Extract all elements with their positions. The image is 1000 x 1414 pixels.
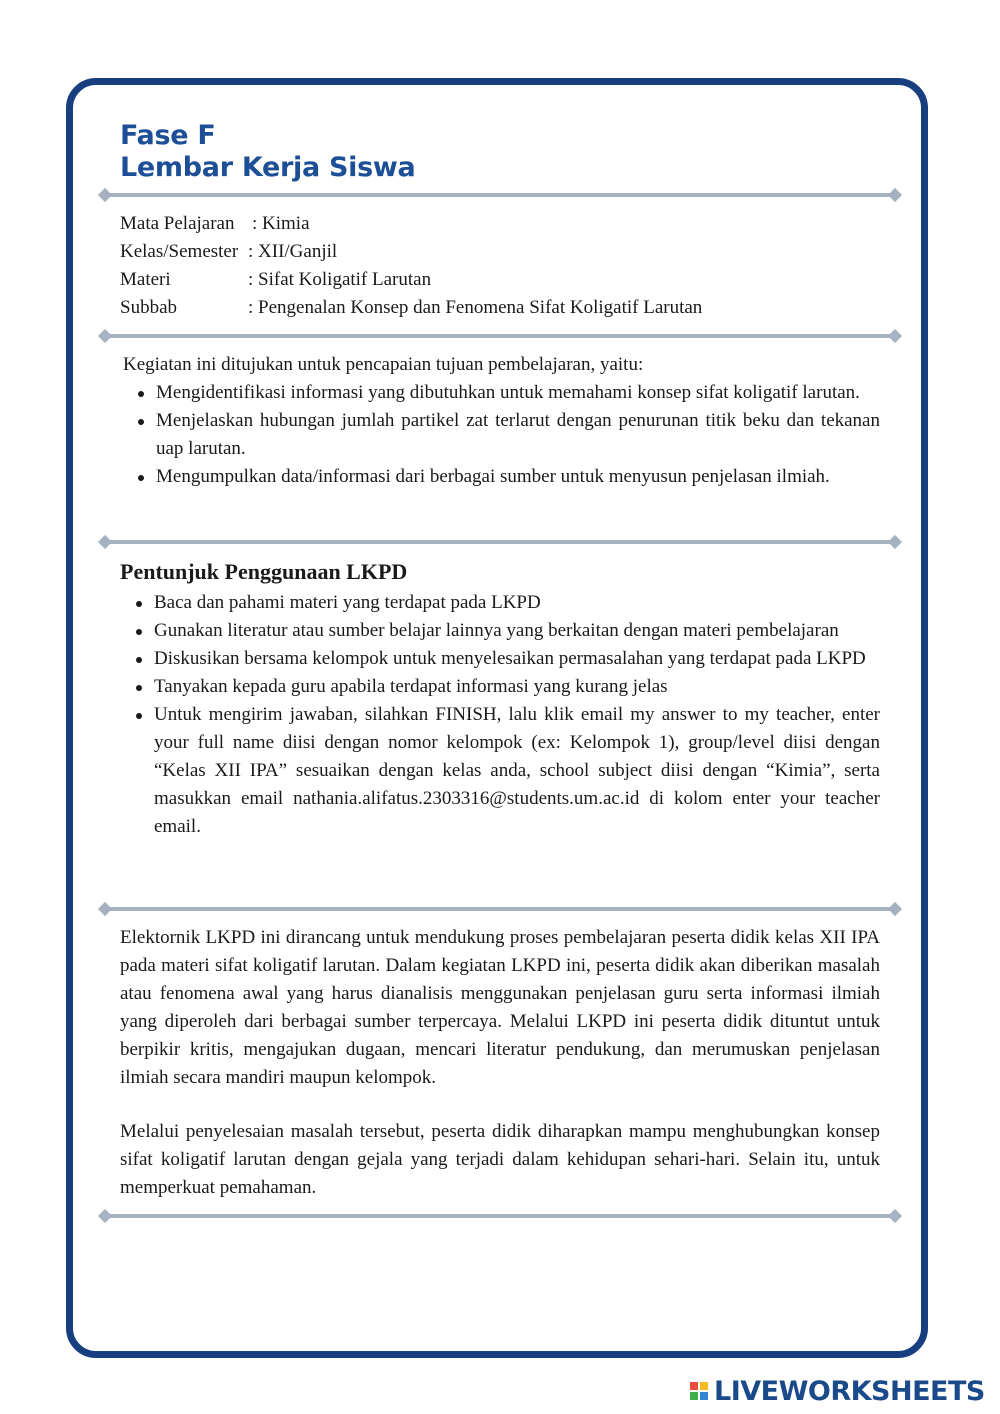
- info-row-material: [120, 266, 702, 294]
- title-line-2: Lembar Kerja Siswa: [120, 152, 416, 183]
- info-row-subchapter: [120, 294, 702, 322]
- objectives-intro: Kegiatan ini ditujukan untuk pencapaian tujuan pembelajaran, yaitu:: [123, 354, 644, 375]
- title-line-1: Fase F: [120, 120, 216, 151]
- page-title: [120, 120, 415, 184]
- info-value: : Sifat Koligatif Larutan: [248, 269, 432, 290]
- info-row-class: [120, 238, 702, 266]
- divider: [100, 1209, 900, 1223]
- info-value: : Kimia: [252, 213, 310, 234]
- description-section: [120, 924, 880, 1202]
- logo-text: LIVEWORKSHEETS: [714, 1375, 985, 1407]
- liveworksheets-logo: [690, 1376, 985, 1406]
- list-item: Untuk mengirim jawaban, silahkan FINISH, lalu klik email my answer to my teacher, enter your full name diisi dengan nomor kelompok (ex: Kelompok 1), group/level diisi dengan “Kelas XII IPA” sesuaikan dengan kelas anda, school subject diisi dengan “Kimia”, serta masukkan email nathania.alifatus.2303316@students.um.ac.id di kolom enter your teacher email.: [118, 701, 880, 841]
- description-paragraph: Elektornik LKPD ini dirancang untuk mendukung proses pembelajaran peserta didik kelas XII IPA pada materi sifat koligatif larutan. Dalam kegiatan LKPD ini, peserta didik akan diberikan masalah atau fenomena awal yang harus dianalisis menggunakan penjelasan guru serta informasi ilmiah yang diperoleh dari berbagai sumber terpercaya. Melalui LKPD ini peserta didik dituntut untuk berpikir kritis, mengajukan dugaan, mencari literatur pendukung, dan merumuskan penjelasan ilmiah secara mandiri maupun kelompok.: [120, 927, 880, 1088]
- list-item: Diskusikan bersama kelompok untuk menyelesaikan permasalahan yang terdapat pada LKPD: [118, 645, 880, 673]
- divider: [100, 902, 900, 916]
- logo-mark-icon: [690, 1382, 708, 1400]
- list-item: Mengidentifikasi informasi yang dibutuhkan untuk memahami konsep sifat koligatif larutan.: [120, 379, 880, 407]
- list-item: Mengumpulkan data/informasi dari berbagai sumber untuk menyusun penjelasan ilmiah.: [120, 463, 880, 491]
- instructions-heading: Pentunjuk Penggunaan LKPD: [120, 559, 408, 584]
- list-item: Tanyakan kepada guru apabila terdapat informasi yang kurang jelas: [118, 673, 880, 701]
- instructions-section: [120, 557, 880, 841]
- list-item: Baca dan pahami materi yang terdapat pada LKPD: [118, 589, 880, 617]
- info-value: : Pengenalan Konsep dan Fenomena Sifat Koligatif Larutan: [248, 297, 703, 318]
- info-label: Kelas/Semester: [120, 241, 239, 262]
- list-item: Gunakan literatur atau sumber belajar lainnya yang berkaitan dengan materi pembelajaran: [118, 617, 880, 645]
- subject-info: [120, 210, 702, 322]
- objectives-section: [120, 351, 880, 491]
- divider: [100, 535, 900, 549]
- info-value: : XII/Ganjil: [248, 241, 338, 262]
- info-label: Subbab: [120, 297, 177, 318]
- divider: [100, 329, 900, 343]
- info-label: Materi: [120, 269, 171, 290]
- info-label: Mata Pelajaran: [120, 213, 235, 234]
- list-item: Menjelaskan hubungan jumlah partikel zat terlarut dengan penurunan titik beku dan tekanan uap larutan.: [120, 407, 880, 463]
- description-paragraph: Melalui penyelesaian masalah tersebut, peserta didik diharapkan mampu menghubungkan konsep sifat koligatif larutan dengan gejala yang terjadi dalam kehidupan sehari-hari. Selain itu, untuk memperkuat pemahaman.: [120, 1121, 880, 1198]
- info-row-subject: [120, 210, 702, 238]
- divider: [100, 188, 900, 202]
